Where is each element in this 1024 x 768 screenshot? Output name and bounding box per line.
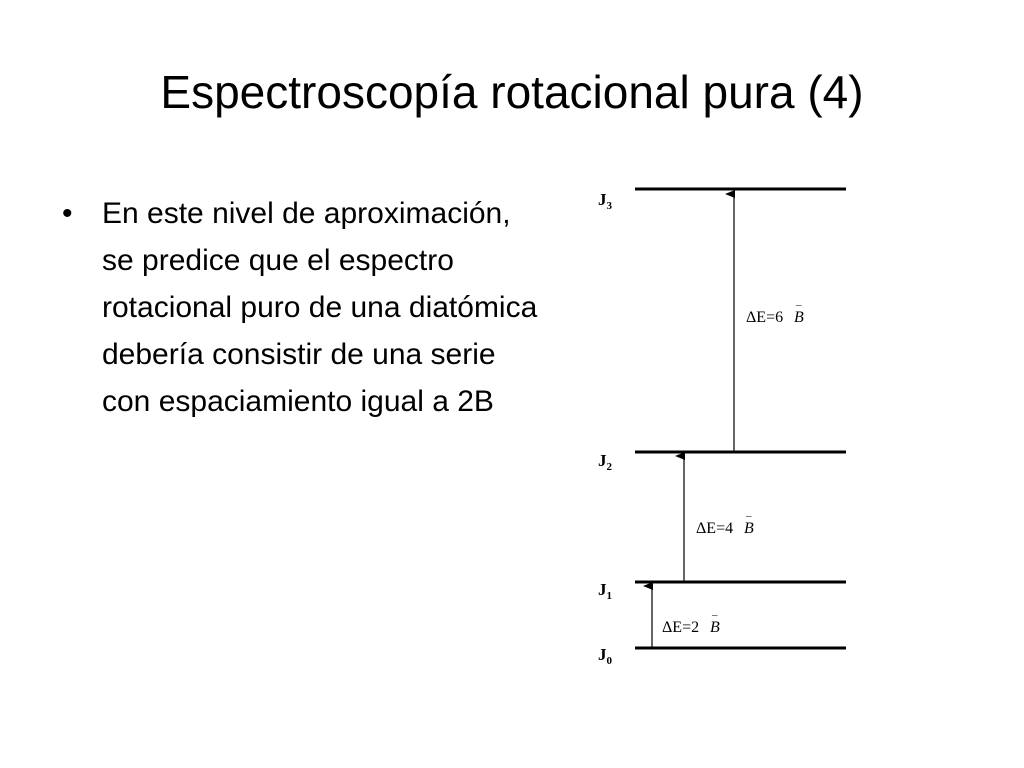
svg-text:ΔE=6: ΔE=6	[746, 309, 784, 326]
bullet-list	[62, 190, 542, 425]
transition-label-6b	[746, 299, 804, 326]
bullet-dot-icon: •	[62, 197, 73, 230]
svg-text:–: –	[796, 299, 802, 311]
slide-title: Espectroscopía rotacional pura (4)	[160, 66, 864, 118]
svg-text:B: B	[710, 619, 720, 636]
svg-text:ΔE=2: ΔE=2	[662, 619, 700, 636]
level-label-j0: $J_0$	[598, 645, 612, 667]
bullet-item	[62, 190, 542, 425]
svg-text:B: B	[794, 309, 804, 326]
level-label-j2: $J_2$	[598, 451, 612, 473]
level-label-j1: $J_1$	[598, 580, 612, 602]
bullet-text: En este nivel de aproximación, se predice que el espectro rotacional puro de una diatómica debería consistir de una serie con espaciamiento igual a 2B	[102, 197, 538, 418]
svg-text:–: –	[746, 510, 752, 522]
energy-level-diagram	[590, 170, 860, 680]
svg-text:–: –	[712, 609, 718, 621]
svg-text:B: B	[744, 520, 754, 537]
svg-text:ΔE=4: ΔE=4	[696, 520, 734, 537]
level-label-j3: $J_3$	[598, 190, 612, 212]
transition-label-2b	[662, 609, 720, 636]
transition-label-4b	[696, 510, 754, 537]
